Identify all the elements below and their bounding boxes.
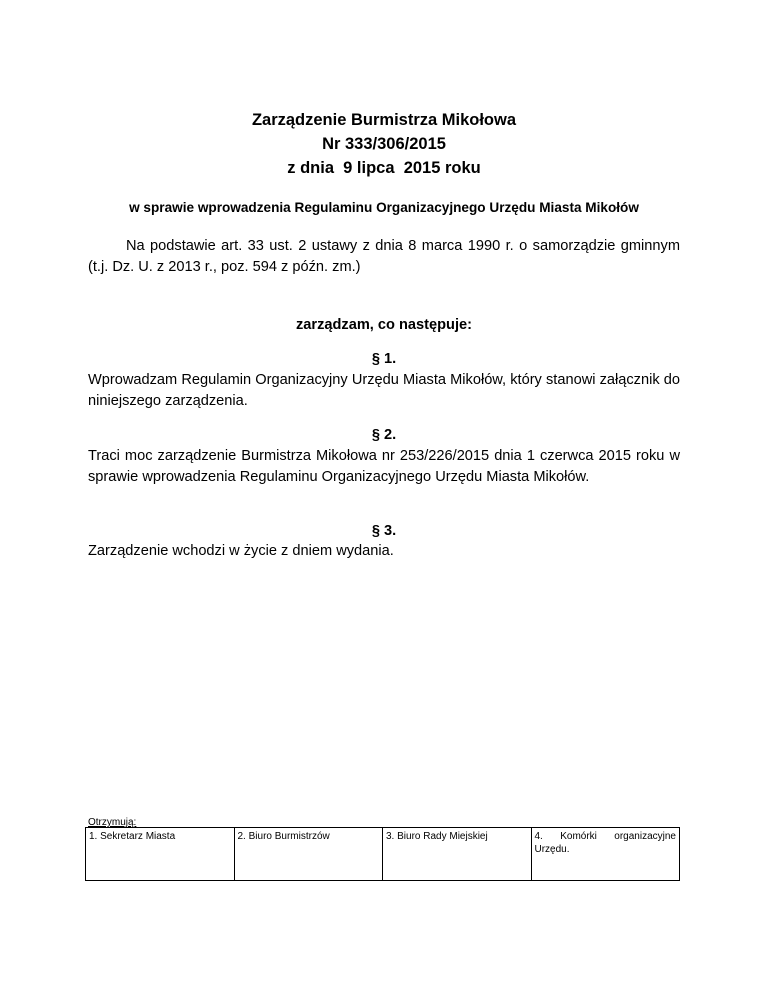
section-2-heading: § 2. — [371, 427, 397, 443]
section-3-heading: § 3. — [371, 523, 397, 539]
section-3-text: Zarządzenie wchodzi w życie z dniem wydania. — [88, 543, 394, 559]
document-subject: w sprawie wprowadzenia Regulaminu Organizacyjnego Urzędu Miasta Mikołów — [129, 200, 639, 215]
title-line-1: Zarządzenie Burmistrza Mikołowa — [251, 111, 517, 129]
recipient-cell: 2. Biuro Burmistrzów — [234, 828, 383, 881]
legal-basis: Na podstawie art. 33 ust. 2 ustawy z dnia 8 marca 1990 r. o samorządzie gminnym (t.j. Dz. U. z 2013 r., poz. 594 z późn. zm.) — [88, 238, 680, 275]
section-1-heading: § 1. — [371, 351, 397, 367]
section-1-text: Wprowadzam Regulamin Organizacyjny Urzędu Miasta Mikołów, który stanowi załącznik do niniejszego zarządzenia. — [88, 372, 680, 409]
recipient-cell: 3. Biuro Rady Miejskiej — [383, 828, 532, 881]
recipients-table — [85, 827, 680, 881]
recipient-cell: 1. Sekretarz Miasta — [86, 828, 235, 881]
document-title — [0, 108, 768, 180]
title-line-2: Nr 333/306/2015 — [322, 135, 446, 153]
table-row — [86, 828, 680, 881]
recipient-cell: 4. Komórki organizacyjne Urzędu. — [531, 828, 680, 881]
recipients-label: Otrzymują: — [88, 817, 137, 828]
section-2-text: Traci moc zarządzenie Burmistrza Mikołowa nr 253/226/2015 dnia 1 czerwca 2015 roku w sprawie wprowadzenia Regulaminu Organizacyjnego Urzędu Miasta Mikołów. — [88, 448, 680, 485]
decree-statement: zarządzam, co następuje: — [296, 317, 472, 333]
title-line-3: z dnia 9 lipca 2015 roku — [287, 159, 481, 177]
